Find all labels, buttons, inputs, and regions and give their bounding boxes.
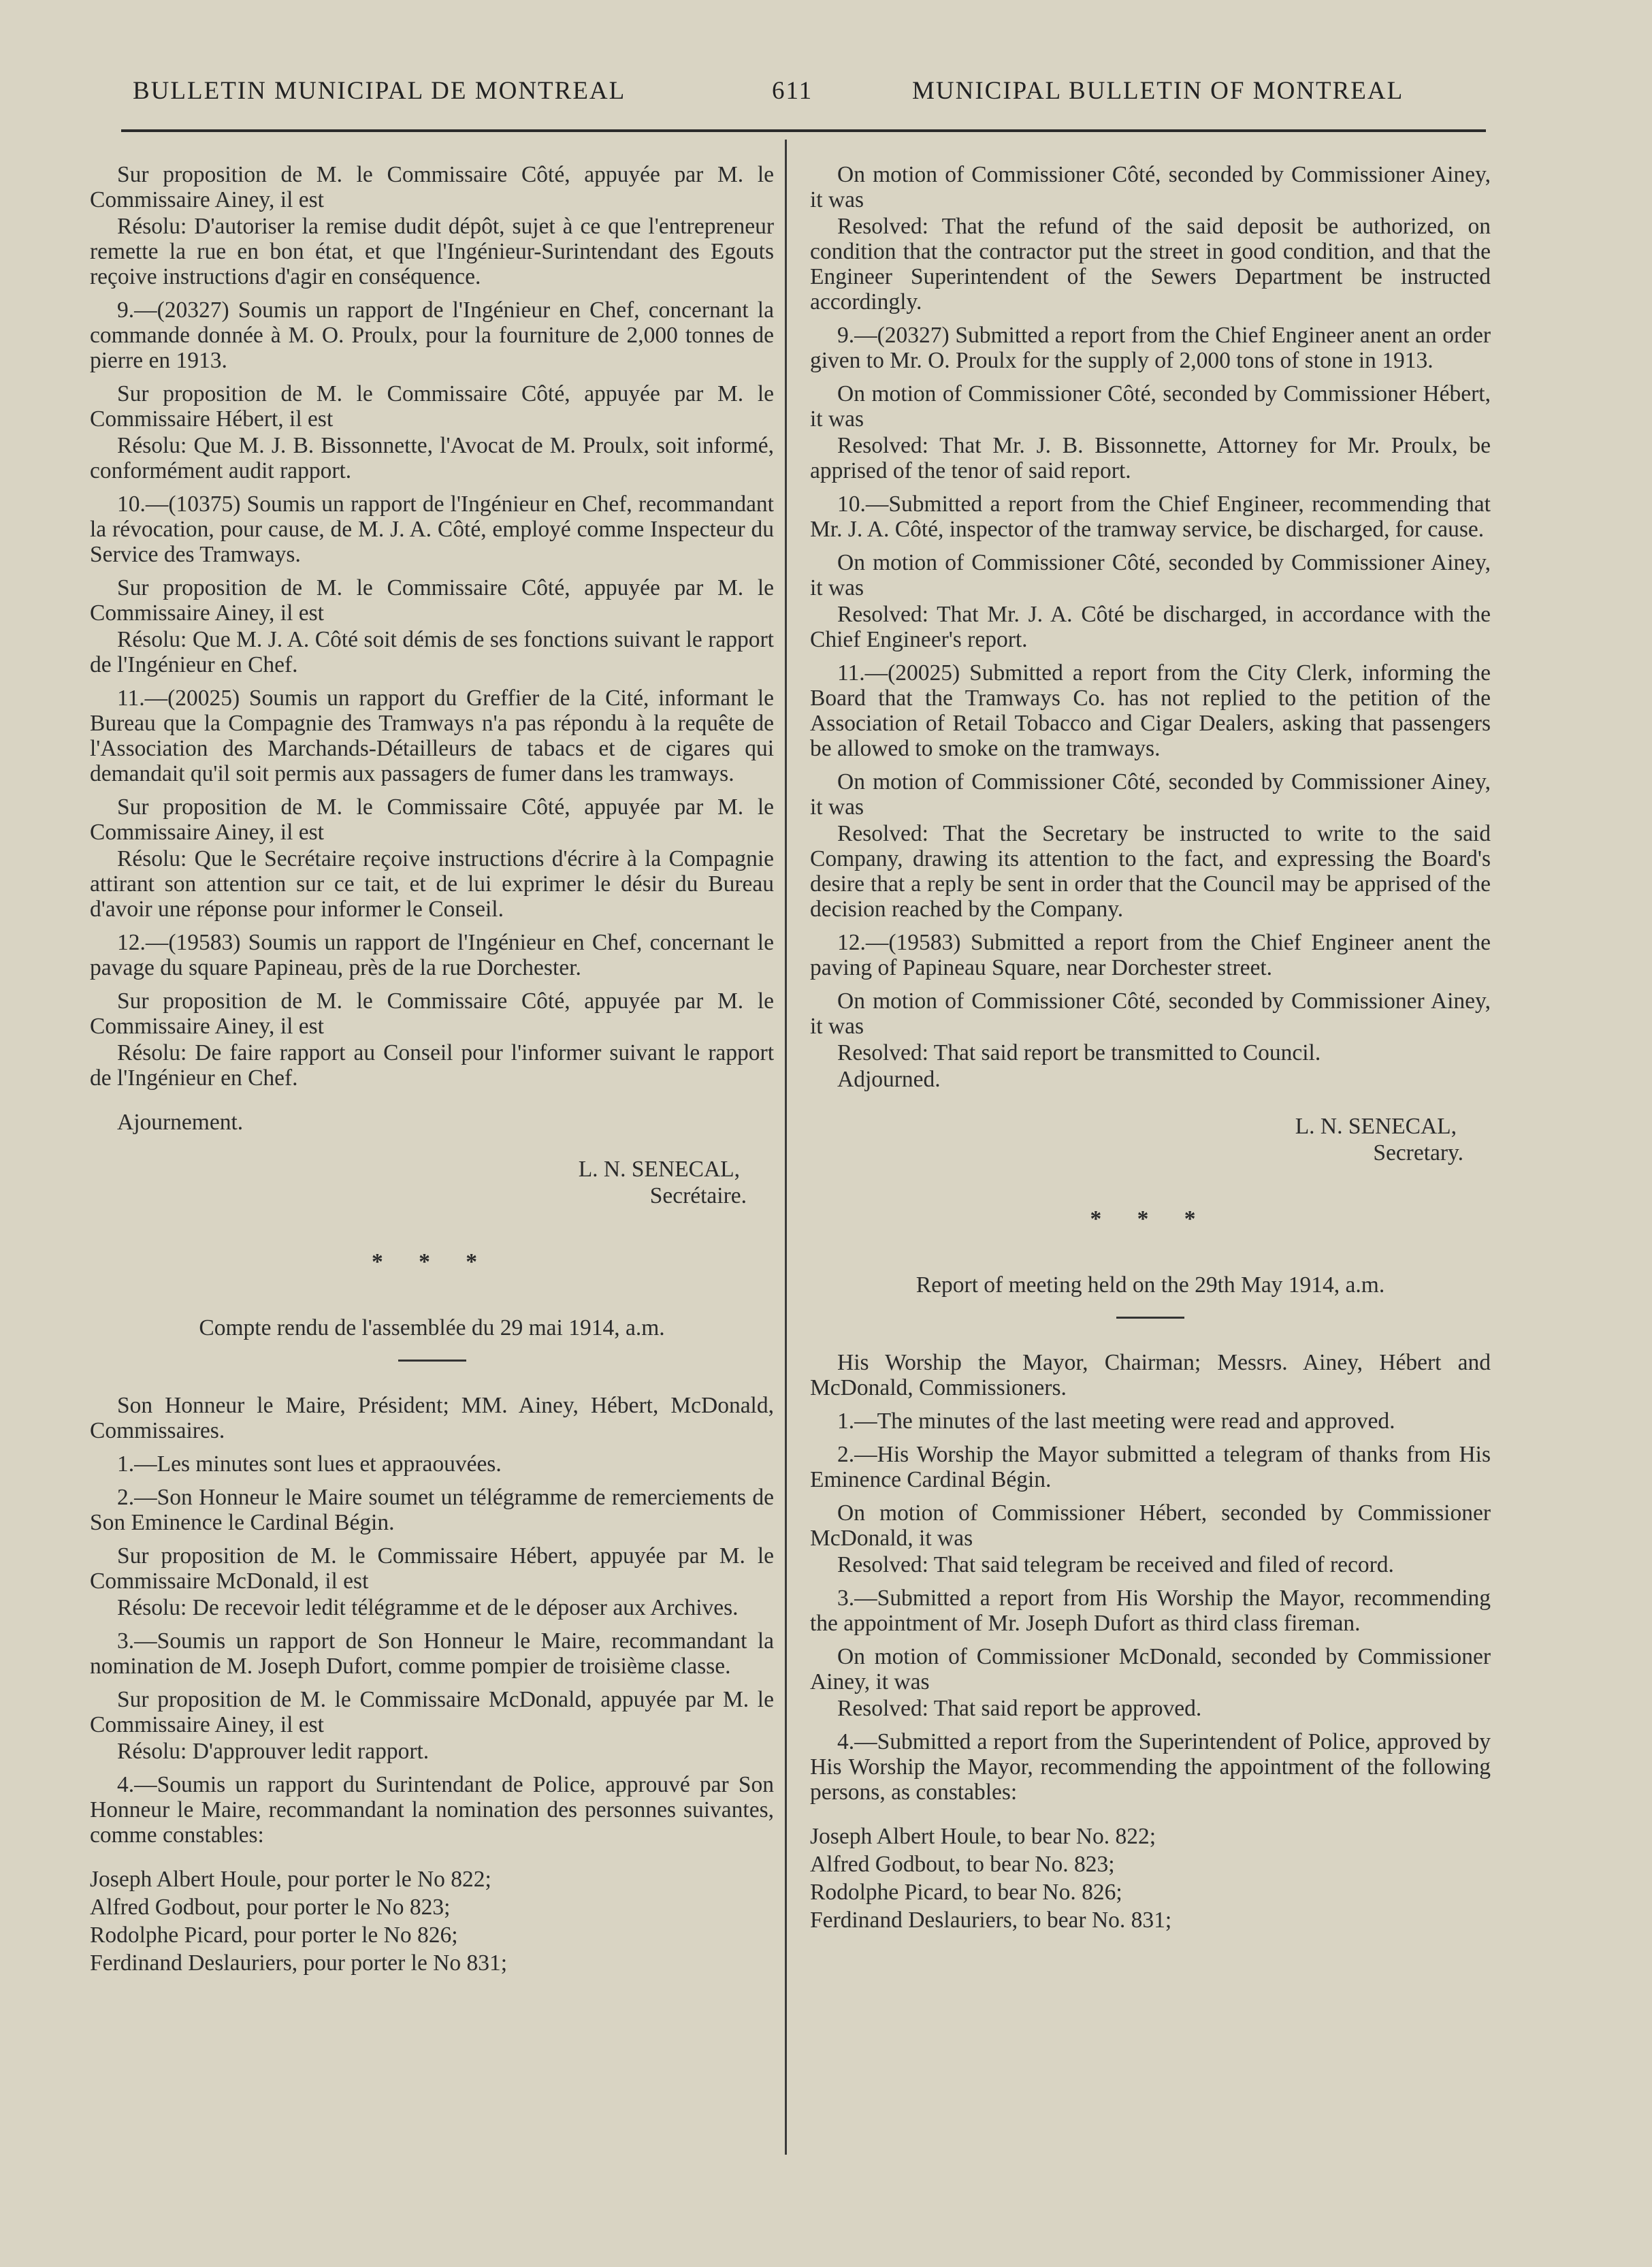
- paragraph: Sur proposition de M. le Commissaire Hébert, appuyée par M. le Commissaire McDonald, il est: [90, 1543, 774, 1594]
- header-rule: [121, 129, 1486, 132]
- column-divider: [785, 140, 787, 2155]
- list-item: Ferdinand Deslauriers, to bear No. 831;: [810, 1908, 1172, 1933]
- report-title: Report of meeting held on the 29th May 1914, a.m.: [916, 1272, 1385, 1298]
- paragraph: 10.—Submitted a report from the Chief Engineer, recommending that Mr. J. A. Côté, inspector of the tramway service, be discharged, for cause.: [810, 492, 1491, 542]
- french-column: [90, 162, 774, 1978]
- signature: L. N. SENECAL,: [1295, 1114, 1457, 1139]
- paragraph: Sur proposition de M. le Commissaire Côté, appuyée par M. le Commissaire Ainey, il est: [90, 794, 774, 845]
- paragraph: 1.—The minutes of the last meeting were read and approved.: [837, 1409, 1395, 1434]
- paragraph: Sur proposition de M. le Commissaire Côté, appuyée par M. le Commissaire Ainey, il est: [90, 162, 774, 212]
- paragraph: Resolved: That the refund of the said deposit be authorized, on condition that the contractor put the street in good condition, and that the Engineer Superintendent of the Sewers Department be instructed accordingly.: [810, 214, 1491, 315]
- paragraph: Résolu: Que le Secrétaire reçoive instructions d'écrire à la Compagnie attirant son attention sur ce tait, et de lui exprimer le désir du Bureau d'avoir une réponse pour informer le Conseil.: [90, 846, 774, 922]
- paragraph: 12.—(19583) Soumis un rapport de l'Ingénieur en Chef, concernant le pavage du square Papineau, près de la rue Dorchester.: [90, 930, 774, 980]
- adjournment: Ajournement.: [117, 1110, 244, 1135]
- list-item: Joseph Albert Houle, pour porter le No 822;: [90, 1867, 491, 1892]
- paragraph: On motion of Commissioner Côté, seconded by Commissioner Ainey, it was: [810, 988, 1491, 1039]
- paragraph: 4.—Submitted a report from the Superintendent of Police, approved by His Worship the Mayor, recommending the appointment of the following persons, as constables:: [810, 1729, 1491, 1805]
- paragraph: 2.—His Worship the Mayor submitted a telegram of thanks from His Eminence Cardinal Bégin.: [810, 1442, 1491, 1492]
- paragraph: 11.—(20025) Submitted a report from the City Clerk, informing the Board that the Tramways Co. has not replied to the petition of the Association of Retail Tobacco and Cigar Dealers, asking that passengers be allowed to smoke on the tramways.: [810, 660, 1491, 761]
- page-number: 611: [772, 77, 813, 105]
- section-separator: * * *: [1090, 1206, 1211, 1232]
- paragraph: Resolved: That said telegram be received and filed of record.: [837, 1552, 1394, 1577]
- list-item: Rodolphe Picard, pour porter le No 826;: [90, 1923, 458, 1948]
- signature-role: Secrétaire.: [649, 1183, 747, 1208]
- list-item: Joseph Albert Houle, to bear No. 822;: [810, 1824, 1156, 1849]
- list-item: Rodolphe Picard, to bear No. 826;: [810, 1880, 1122, 1905]
- paragraph: Sur proposition de M. le Commissaire Côté, appuyée par M. le Commissaire Ainey, il est: [90, 575, 774, 626]
- paragraph: Résolu: D'approuver ledit rapport.: [117, 1739, 430, 1764]
- paragraph: On motion of Commissioner Côté, seconded by Commissioner Ainey, it was: [810, 162, 1491, 212]
- short-rule: [1116, 1317, 1184, 1319]
- list-item: Alfred Godbout, to bear No. 823;: [810, 1852, 1115, 1877]
- paragraph: Sur proposition de M. le Commissaire Côté, appuyée par M. le Commissaire Hébert, il est: [90, 381, 774, 432]
- paragraph: Résolu: De recevoir ledit télégramme et de le déposer aux Archives.: [117, 1595, 739, 1620]
- paragraph: Résolu: De faire rapport au Conseil pour l'informer suivant le rapport de l'Ingénieur en Chef.: [90, 1040, 774, 1091]
- paragraph: Sur proposition de M. le Commissaire McDonald, appuyée par M. le Commissaire Ainey, il est: [90, 1687, 774, 1737]
- paragraph: 10.—(10375) Soumis un rapport de l'Ingénieur en Chef, recommandant la révocation, pour cause, de M. J. A. Côté, employé comme Inspecteur du Service des Tramways.: [90, 492, 774, 567]
- paragraph: His Worship the Mayor, Chairman; Messrs. Ainey, Hébert and McDonald, Commissioners.: [810, 1350, 1491, 1400]
- paragraph: On motion of Commissioner Côté, seconded by Commissioner Ainey, it was: [810, 769, 1491, 820]
- paragraph: 9.—(20327) Submitted a report from the Chief Engineer anent an order given to Mr. O. Proulx for the supply of 2,000 tons of stone in 1913.: [810, 323, 1491, 373]
- section-separator: * * *: [372, 1249, 492, 1274]
- report-title: Compte rendu de l'assemblée du 29 mai 1914, a.m.: [199, 1315, 665, 1340]
- list-item: Ferdinand Deslauriers, pour porter le No 831;: [90, 1950, 508, 1976]
- list-item: Alfred Godbout, pour porter le No 823;: [90, 1895, 451, 1920]
- paragraph: 12.—(19583) Submitted a report from the Chief Engineer anent the paving of Papineau Square, near Dorchester street.: [810, 930, 1491, 980]
- paragraph: Son Honneur le Maire, Président; MM. Ainey, Hébert, McDonald, Commissaires.: [90, 1393, 774, 1443]
- paragraph: On motion of Commissioner Côté, seconded by Commissioner Hébert, it was: [810, 381, 1491, 432]
- paragraph: Résolu: D'autoriser la remise dudit dépôt, sujet à ce que l'entrepreneur remette la rue en bon état, et que l'Ingénieur-Surintendant des Egouts reçoive instructions d'agir en conséquence.: [90, 214, 774, 289]
- paragraph: 3.—Submitted a report from His Worship the Mayor, recommending the appointment of Mr. Joseph Dufort as third class fireman.: [810, 1586, 1491, 1636]
- paragraph: 9.—(20327) Soumis un rapport de l'Ingénieur en Chef, concernant la commande donnée à M. O. Proulx, pour la fourniture de 2,000 tonnes de pierre en 1913.: [90, 298, 774, 373]
- paragraph: On motion of Commissioner McDonald, seconded by Commissioner Ainey, it was: [810, 1644, 1491, 1694]
- paragraph: Resolved: That Mr. J. A. Côté be discharged, in accordance with the Chief Engineer's report.: [810, 602, 1491, 652]
- paragraph: Resolved: That Mr. J. B. Bissonnette, Attorney for Mr. Proulx, be apprised of the tenor of said report.: [810, 433, 1491, 483]
- signature: L. N. SENECAL,: [578, 1157, 740, 1182]
- paragraph: 2.—Son Honneur le Maire soumet un télégramme de remerciements de Son Eminence le Cardinal Bégin.: [90, 1485, 774, 1535]
- adjournment: Adjourned.: [837, 1067, 941, 1092]
- paragraph: On motion of Commissioner Côté, seconded by Commissioner Ainey, it was: [810, 550, 1491, 600]
- paragraph: On motion of Commissioner Hébert, seconded by Commissioner McDonald, it was: [810, 1500, 1491, 1551]
- header-english-title: MUNICIPAL BULLETIN OF MONTREAL: [912, 77, 1404, 105]
- paragraph: 11.—(20025) Soumis un rapport du Greffier de la Cité, informant le Bureau que la Compagnie des Tramways n'a pas répondu à la requête de l'Association des Marchands-Détailleurs de tabacs et de cigares qui demandait qu'il soit permis aux passagers de fumer dans les tramways.: [90, 686, 774, 786]
- english-column: [810, 162, 1491, 1935]
- paragraph: Resolved: That said report be approved.: [837, 1696, 1202, 1721]
- short-rule: [398, 1360, 466, 1362]
- paragraph: 4.—Soumis un rapport du Surintendant de Police, approuvé par Son Honneur le Maire, recommandant la nomination des personnes suivantes, comme constables:: [90, 1772, 774, 1848]
- paragraph: Résolu: Que M. J. A. Côté soit démis de ses fonctions suivant le rapport de l'Ingénieur en Chef.: [90, 627, 774, 677]
- paragraph: 3.—Soumis un rapport de Son Honneur le Maire, recommandant la nomination de M. Joseph Dufort, comme pompier de troisième classe.: [90, 1628, 774, 1679]
- header-french-title: BULLETIN MUNICIPAL DE MONTREAL: [133, 77, 626, 105]
- paragraph: Resolved: That said report be transmitted to Council.: [837, 1040, 1321, 1065]
- paragraph: 1.—Les minutes sont lues et appraouvées.: [117, 1451, 502, 1477]
- paragraph: Sur proposition de M. le Commissaire Côté, appuyée par M. le Commissaire Ainey, il est: [90, 988, 774, 1039]
- signature-role: Secretary.: [1373, 1140, 1463, 1165]
- paragraph: Résolu: Que M. J. B. Bissonnette, l'Avocat de M. Proulx, soit informé, conformément audit rapport.: [90, 433, 774, 483]
- paragraph: Resolved: That the Secretary be instructed to write to the said Company, drawing its attention to the fact, and expressing the Board's desire that a reply be sent in order that the Council may be apprised of the decision reached by the Company.: [810, 821, 1491, 922]
